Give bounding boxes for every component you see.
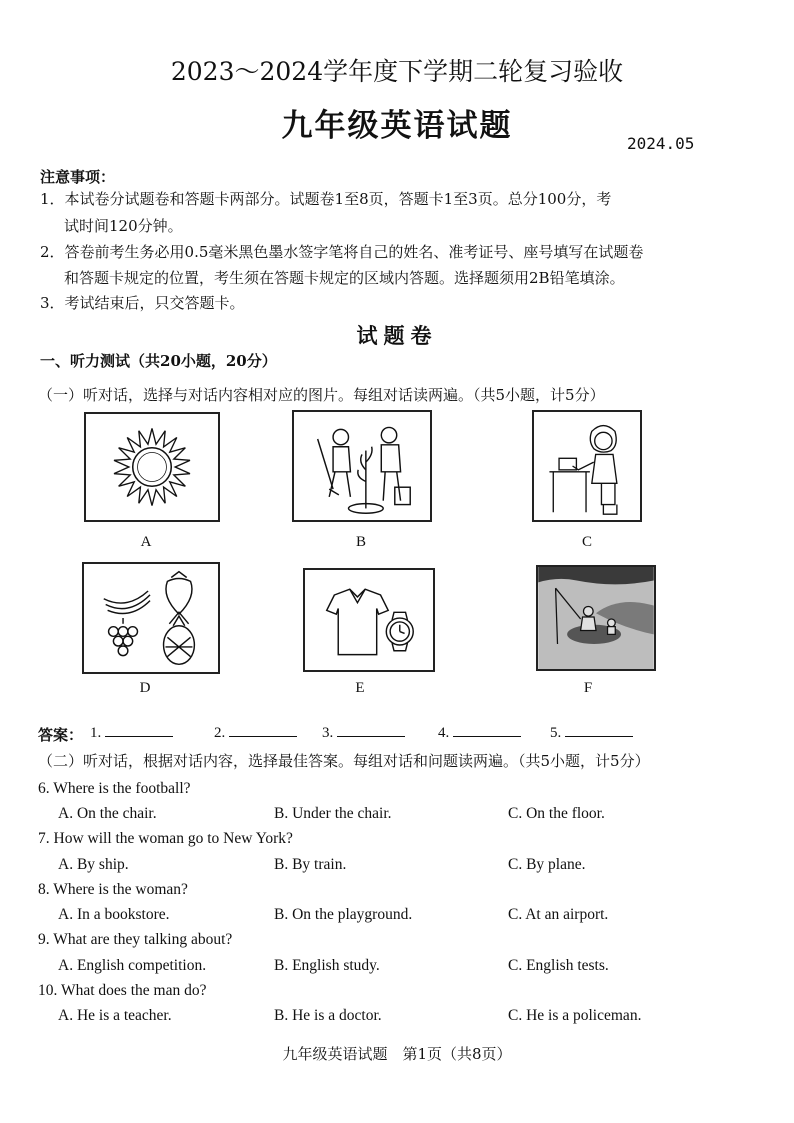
answer-blank-2-label: 2. (214, 725, 226, 741)
question-8-option-a[interactable]: A. In a bookstore. (58, 906, 170, 923)
sun-rays (114, 428, 190, 505)
answer-blank-3[interactable] (322, 724, 405, 742)
question-7-option-b[interactable]: B. By train. (274, 856, 347, 873)
picture-b (292, 410, 432, 522)
exam-date: 2024.05 (627, 134, 695, 153)
picture-f-label: F (583, 680, 593, 696)
note-line-4: 和答题卡规定的位置，考生须在答题卡规定的区域内答题。选择题须用2B铅笔填涂。 (64, 269, 625, 287)
picture-c-label: C (581, 534, 592, 550)
picture-d (82, 562, 220, 674)
question-10: 10. What does the man do? (38, 982, 207, 999)
question-6-option-b[interactable]: B. Under the chair. (274, 805, 392, 822)
answer-blank-5[interactable] (550, 724, 633, 742)
answer-blank-4-label: 4. (438, 725, 450, 741)
page-footer: 九年级英语试题 第1页（共8页） (282, 1045, 512, 1063)
note-line-5: 3．考试结束后，只交答题卡。 (40, 294, 245, 312)
question-9-option-c[interactable]: C. English tests. (508, 957, 609, 974)
sun-icon (86, 414, 218, 520)
answer-blank-4[interactable] (438, 724, 521, 742)
question-8-option-b[interactable]: B. On the playground. (274, 906, 413, 923)
answer-label: 答案： (38, 726, 84, 744)
part1-title: 一、听力测试（共20小题，20分） (40, 352, 277, 370)
question-9-option-a[interactable]: A. English competition. (58, 957, 207, 974)
notes-title: 注意事项： (40, 168, 116, 186)
exam-title: 九年级英语试题 (281, 108, 513, 144)
answer-blank-3-label: 3. (322, 725, 334, 741)
planting-tree-icon (294, 412, 430, 520)
fruits-icon (84, 564, 218, 672)
question-9-option-b[interactable]: B. English study. (274, 957, 380, 974)
picture-a (84, 412, 220, 522)
question-8: 8. Where is the woman? (38, 881, 188, 898)
picture-f (536, 565, 656, 671)
answer-blank-2[interactable] (214, 724, 297, 742)
section-title: 试题卷 (356, 323, 438, 348)
question-8-option-c[interactable]: C. At an airport. (508, 906, 609, 923)
exam-title-line1: 2023～2024学年度下学期二轮复习验收 (170, 57, 624, 86)
question-10-option-b[interactable]: B. He is a doctor. (274, 1007, 382, 1024)
question-7-option-a[interactable]: A. By ship. (58, 856, 129, 873)
question-10-option-a[interactable]: A. He is a teacher. (58, 1007, 172, 1024)
answer-blank-1-label: 1. (90, 725, 102, 741)
picture-e-label: E (355, 680, 365, 696)
question-9: 9. What are they talking about? (38, 931, 233, 948)
note-line-2: 试时间120分钟。 (64, 217, 183, 235)
question-7: 7. How will the woman go to New York? (38, 830, 293, 847)
answer-blank-5-label: 5. (550, 725, 562, 741)
answer-blank-1[interactable] (90, 724, 173, 742)
picture-b-label: B (355, 534, 366, 550)
question-6: 6. Where is the football? (38, 780, 191, 797)
fishing-icon (538, 567, 654, 669)
note-line-3: 2．答卷前考生务必用0.5毫米黑色墨水签字笔将自己的姓名、准考证号、座号填写在试题卷 (40, 243, 644, 261)
question-10-option-c[interactable]: C. He is a policeman. (508, 1007, 642, 1024)
girl-at-computer-icon (534, 412, 640, 520)
part1-sub1: （一）听对话，选择与对话内容相对应的图片。每组对话读两遍。（共5小题，计5分） (38, 386, 605, 404)
part1-sub2: （二）听对话，根据对话内容，选择最佳答案。每组对话和问题读两遍。（共5小题，计5分） (38, 752, 650, 770)
question-7-option-c[interactable]: C. By plane. (508, 856, 586, 873)
shirt-and-watch-icon (305, 570, 433, 670)
note-line-1: 1．本试卷分试题卷和答题卡两部分。试题卷1至8页，答题卡1至3页。总分100分，考 (40, 190, 612, 208)
picture-c (532, 410, 642, 522)
question-6-option-a[interactable]: A. On the chair. (58, 805, 157, 822)
picture-d-label: D (139, 680, 151, 696)
picture-e (303, 568, 435, 672)
picture-a-label: A (140, 534, 152, 550)
question-6-option-c[interactable]: C. On the floor. (508, 805, 605, 822)
